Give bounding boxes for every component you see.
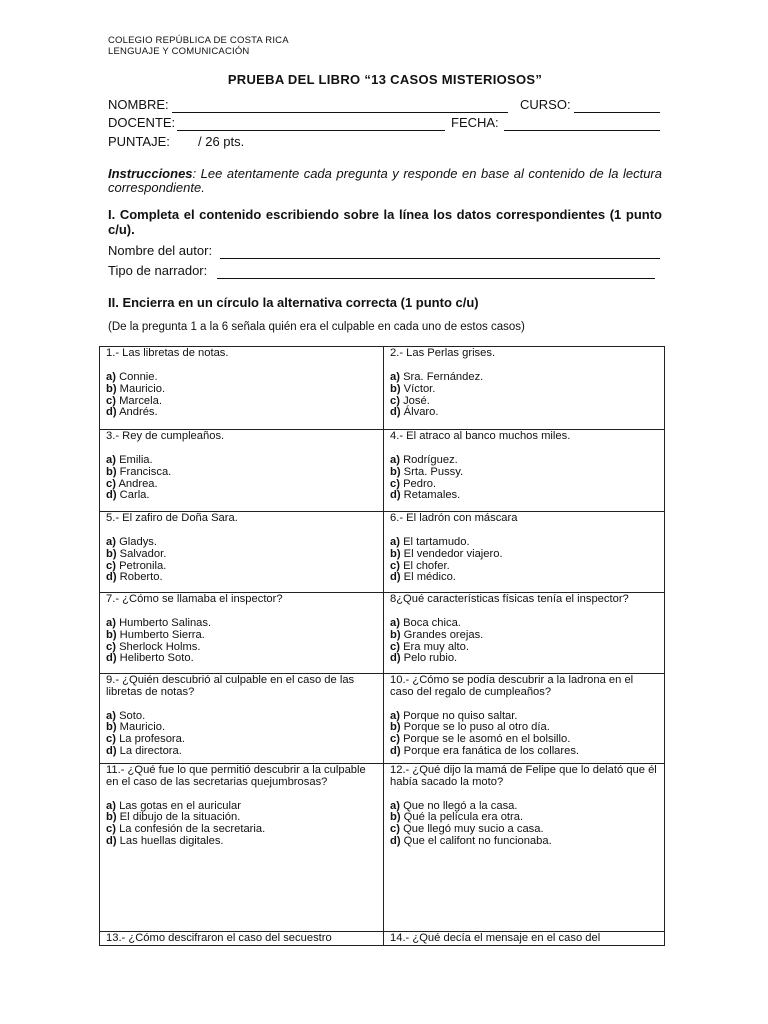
option-letter: b) bbox=[106, 721, 117, 734]
date-label: FECHA: bbox=[451, 115, 499, 130]
option-text: Porque no quiso saltar. bbox=[403, 709, 518, 722]
teacher-field-line[interactable] bbox=[177, 130, 445, 131]
section-2-note: (De la pregunta 1 a la 6 señala quién era el culpable en cada uno de estos casos) bbox=[108, 321, 525, 333]
option-text: Marcela. bbox=[119, 394, 162, 407]
option-letter: d) bbox=[106, 744, 117, 757]
option-text: Porque se lo puso al otro día. bbox=[403, 721, 550, 734]
option-letter: a) bbox=[390, 799, 400, 812]
question-cell bbox=[100, 430, 384, 512]
option-text: Sherlock Holms. bbox=[119, 640, 201, 653]
option-letter: b) bbox=[106, 547, 117, 560]
question-cell bbox=[100, 764, 384, 932]
question-text: 6.- El ladrón con máscara bbox=[390, 512, 518, 524]
option-letter: b) bbox=[390, 628, 401, 641]
option-letter: a) bbox=[106, 454, 116, 466]
question-cell bbox=[384, 512, 665, 593]
question-text: 12.- ¿Qué dijo la mamá de Felipe que lo delató que él había sacado la moto? bbox=[390, 764, 657, 788]
option-text: Pelo rubio. bbox=[403, 652, 458, 665]
option-text: Andrea. bbox=[118, 477, 158, 490]
option-letter: a) bbox=[390, 709, 400, 722]
course-label: CURSO: bbox=[520, 97, 571, 112]
option-text: Sra. Fernández. bbox=[403, 371, 484, 383]
option-letter: c) bbox=[390, 394, 400, 407]
question-text: 14.- ¿Qué decía el mensaje en el caso del bbox=[390, 932, 601, 944]
option-letter: c) bbox=[390, 477, 400, 490]
option-letter: c) bbox=[106, 477, 116, 490]
option-letter: c) bbox=[106, 394, 116, 407]
question-row bbox=[100, 932, 665, 946]
option-letter: d) bbox=[390, 834, 401, 847]
question-cell bbox=[384, 674, 665, 764]
option-text: El dibujo de la situación. bbox=[119, 811, 241, 824]
question-text: 7.- ¿Cómo se llamaba el inspector? bbox=[106, 593, 283, 605]
narrator-label: Tipo de narrador: bbox=[108, 263, 208, 278]
option-text: Rodríguez. bbox=[403, 454, 458, 466]
answer-option[interactable] bbox=[390, 653, 659, 665]
author-label: Nombre del autor: bbox=[108, 243, 213, 258]
option-text: Humberto Sierra. bbox=[119, 628, 205, 641]
option-text: Las gotas en el auricular bbox=[119, 799, 241, 812]
question-cell bbox=[384, 593, 665, 674]
option-text: Gladys. bbox=[119, 536, 157, 548]
option-letter: b) bbox=[390, 721, 401, 734]
score-total: / 26 pts. bbox=[198, 134, 245, 149]
instructions-text: : Lee atentamente cada pregunta y responde en base al contenido de la lectura correspondiente. bbox=[108, 166, 662, 195]
score-row bbox=[108, 134, 660, 152]
option-text: Humberto Salinas. bbox=[119, 617, 212, 629]
option-text: Porque era fanática de los collares. bbox=[403, 744, 580, 757]
option-text: Grandes orejas. bbox=[403, 628, 484, 641]
option-letter: b) bbox=[390, 465, 401, 478]
question-cell bbox=[100, 932, 384, 946]
author-field-line[interactable] bbox=[220, 258, 660, 259]
option-letter: d) bbox=[390, 571, 401, 584]
option-text: Emilia. bbox=[119, 454, 153, 466]
question-cell bbox=[100, 512, 384, 593]
question-text: 8¿Qué características físicas tenía el inspector? bbox=[390, 593, 629, 605]
section-2-title: II. Encierra en un círculo la alternativa correcta (1 punto c/u) bbox=[108, 295, 479, 310]
option-text: El médico. bbox=[403, 571, 456, 584]
option-letter: c) bbox=[106, 559, 116, 572]
option-letter: c) bbox=[390, 559, 400, 572]
instructions-label: Instrucciones bbox=[108, 166, 193, 181]
school-name: COLEGIO REPÚBLICA DE COSTA RICA bbox=[108, 35, 289, 46]
question-text: 1.- Las libretas de notas. bbox=[106, 347, 229, 359]
option-letter: d) bbox=[390, 652, 401, 665]
option-text: Porque se le asomó en el bolsillo. bbox=[403, 733, 571, 746]
question-row bbox=[100, 430, 665, 512]
teacher-label: DOCENTE: bbox=[108, 115, 176, 130]
option-letter: a) bbox=[106, 371, 116, 383]
score-label: PUNTAJE: bbox=[108, 134, 170, 149]
name-field-line[interactable] bbox=[172, 112, 508, 113]
author-row bbox=[108, 243, 660, 261]
answer-option[interactable] bbox=[106, 746, 378, 758]
option-letter: b) bbox=[106, 811, 117, 824]
question-cell bbox=[384, 347, 665, 430]
option-text: Era muy alto. bbox=[403, 640, 469, 653]
question-row bbox=[100, 674, 665, 764]
option-text: Carla. bbox=[119, 489, 150, 502]
question-text: 5.- El zafiro de Doña Sara. bbox=[106, 512, 238, 524]
question-text: 11.- ¿Qué fue lo que permitió descubrir a la culpable en el caso de las secretarias quejumbrosas? bbox=[106, 764, 366, 788]
narrator-field-line[interactable] bbox=[217, 278, 655, 279]
questions-table bbox=[99, 346, 665, 946]
option-text: Las huellas digitales. bbox=[119, 834, 224, 847]
option-text: La profesora. bbox=[119, 733, 185, 746]
answer-option[interactable] bbox=[390, 836, 659, 848]
option-text: José. bbox=[403, 394, 430, 407]
option-letter: a) bbox=[390, 454, 400, 466]
option-letter: d) bbox=[390, 744, 401, 757]
option-letter: d) bbox=[106, 652, 117, 665]
option-text: Salvador. bbox=[119, 547, 167, 560]
option-letter: d) bbox=[390, 406, 401, 419]
question-row bbox=[100, 593, 665, 674]
option-text: Roberto. bbox=[119, 571, 163, 584]
option-letter: d) bbox=[106, 834, 117, 847]
question-text: 3.- Rey de cumpleaños. bbox=[106, 430, 225, 442]
question-text: 13.- ¿Cómo descifraron el caso del secuestro bbox=[106, 932, 332, 944]
question-text: 4.- El atraco al banco muchos miles. bbox=[390, 430, 571, 442]
option-letter: d) bbox=[106, 489, 117, 502]
answer-option[interactable] bbox=[106, 572, 378, 584]
question-row bbox=[100, 764, 665, 932]
option-text: Retamales. bbox=[403, 489, 461, 502]
answer-option[interactable] bbox=[106, 407, 378, 419]
option-text: Connie. bbox=[119, 371, 158, 383]
option-text: El tartamudo. bbox=[403, 536, 470, 548]
date-field-line[interactable] bbox=[504, 130, 660, 131]
name-course-row bbox=[108, 97, 660, 115]
question-text: 9.- ¿Quién descubrió al culpable en el caso de las libretas de notas? bbox=[106, 674, 355, 698]
option-text: Álvaro. bbox=[403, 406, 439, 419]
option-letter: c) bbox=[390, 823, 400, 836]
question-text: 2.- Las Perlas grises. bbox=[390, 347, 496, 359]
question-cell bbox=[384, 932, 665, 946]
option-text: Que llegó muy sucio a casa. bbox=[403, 823, 544, 836]
option-letter: d) bbox=[106, 406, 117, 419]
exam-title: PRUEBA DEL LIBRO “13 CASOS MISTERIOSOS” bbox=[227, 72, 543, 87]
option-letter: b) bbox=[106, 628, 117, 641]
option-text: Andrés. bbox=[119, 406, 158, 419]
course-field-line[interactable] bbox=[574, 112, 660, 113]
option-letter: a) bbox=[390, 371, 400, 383]
option-text: El vendedor viajero. bbox=[403, 547, 503, 560]
option-text: Srta. Pussy. bbox=[403, 465, 464, 478]
option-text: Mauricio. bbox=[119, 382, 166, 395]
subject-name: LENGUAJE Y COMUNICACIÓN bbox=[108, 46, 250, 57]
question-cell bbox=[384, 430, 665, 512]
question-cell bbox=[100, 674, 384, 764]
option-text: Qué la película era otra. bbox=[403, 811, 524, 824]
instructions bbox=[108, 167, 662, 195]
answer-option[interactable] bbox=[106, 490, 378, 502]
option-letter: b) bbox=[106, 382, 117, 395]
answer-option[interactable] bbox=[390, 746, 659, 758]
question-cell bbox=[100, 593, 384, 674]
question-cell bbox=[384, 764, 665, 932]
option-text: La confesión de la secretaria. bbox=[119, 823, 266, 836]
option-text: Mauricio. bbox=[119, 721, 166, 734]
option-text: Víctor. bbox=[403, 382, 436, 395]
school-header bbox=[108, 35, 289, 57]
answer-option[interactable] bbox=[390, 572, 659, 584]
option-text: Heliberto Soto. bbox=[119, 652, 194, 665]
option-letter: a) bbox=[106, 617, 116, 629]
option-text: Boca chica. bbox=[403, 617, 461, 629]
option-letter: a) bbox=[390, 536, 400, 548]
option-text: Francisca. bbox=[119, 465, 172, 478]
option-text: La directora. bbox=[119, 744, 182, 757]
option-letter: c) bbox=[106, 640, 116, 653]
narrator-row bbox=[108, 263, 660, 281]
question-cell bbox=[100, 347, 384, 430]
answer-option[interactable] bbox=[390, 384, 659, 396]
option-letter: a) bbox=[106, 799, 116, 812]
option-text: Soto. bbox=[119, 709, 146, 722]
question-row bbox=[100, 347, 665, 430]
option-text: Que el califont no funcionaba. bbox=[403, 834, 552, 847]
option-letter: b) bbox=[106, 465, 117, 478]
option-text: Petronila. bbox=[119, 559, 167, 572]
option-letter: d) bbox=[106, 571, 117, 584]
option-text: El chofer. bbox=[403, 559, 450, 572]
question-text: 10.- ¿Cómo se podía descubrir a la ladrona en el caso del regalo de cumpleaños? bbox=[390, 674, 634, 698]
option-letter: a) bbox=[390, 617, 400, 629]
option-letter: a) bbox=[106, 709, 116, 722]
option-text: Pedro. bbox=[403, 477, 437, 490]
answer-option[interactable] bbox=[106, 653, 378, 665]
option-letter: c) bbox=[106, 733, 116, 746]
option-letter: b) bbox=[390, 382, 401, 395]
option-letter: b) bbox=[390, 811, 401, 824]
option-letter: b) bbox=[390, 547, 401, 560]
option-letter: c) bbox=[390, 640, 400, 653]
answer-option[interactable] bbox=[390, 490, 659, 502]
name-label: NOMBRE: bbox=[108, 97, 169, 112]
option-letter: d) bbox=[390, 489, 401, 502]
question-row bbox=[100, 512, 665, 593]
option-letter: c) bbox=[390, 733, 400, 746]
answer-option[interactable] bbox=[106, 836, 378, 848]
option-letter: c) bbox=[106, 823, 116, 836]
section-1-title: I. Completa el contenido escribiendo sobre la línea los datos correspondientes (1 punto c/u). bbox=[108, 207, 662, 237]
teacher-date-row bbox=[108, 115, 660, 133]
answer-option[interactable] bbox=[390, 407, 659, 419]
option-letter: a) bbox=[106, 536, 116, 548]
option-text: Que no llegó a la casa. bbox=[403, 799, 518, 812]
